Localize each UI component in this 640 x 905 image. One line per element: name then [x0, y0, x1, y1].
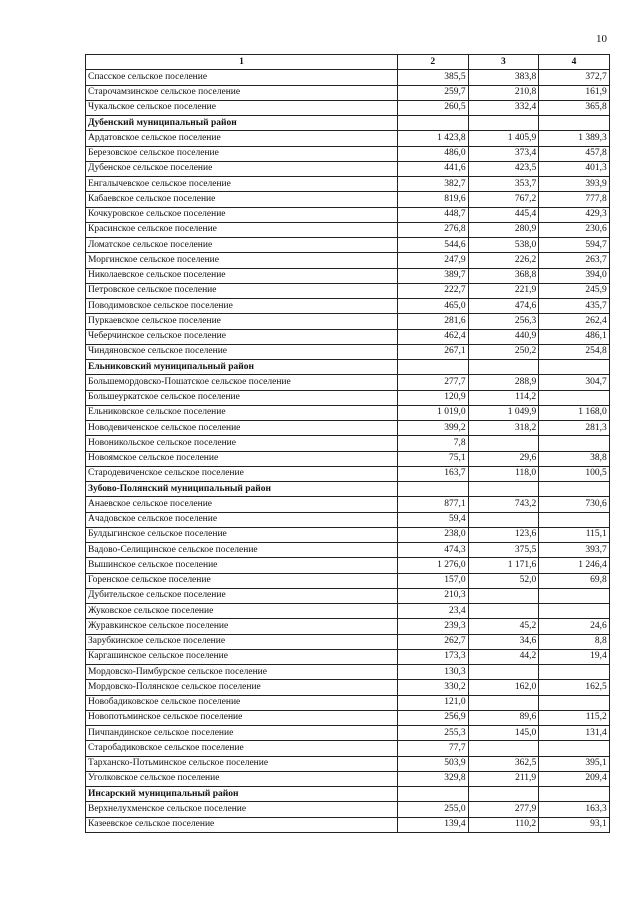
table-row	[86, 405, 610, 420]
value-cell-col4: 457,8	[539, 146, 610, 161]
table-header-row	[86, 55, 610, 70]
table-row	[86, 802, 610, 817]
table-row	[86, 527, 610, 542]
value-cell-col3: 114,2	[468, 390, 539, 405]
value-cell-col4: 730,6	[539, 497, 610, 512]
value-cell-col4: 1 389,3	[539, 131, 610, 146]
value-cell-col4: 245,9	[539, 283, 610, 298]
name-cell: Анаевское сельское поселение	[86, 497, 398, 512]
name-cell: Новопотьминское сельское поселение	[86, 710, 398, 725]
value-cell-col2: 262,7	[398, 634, 469, 649]
value-cell-col2: 255,3	[398, 726, 469, 741]
value-cell-col2: 173,3	[398, 649, 469, 664]
table-row	[86, 710, 610, 725]
value-cell-col4: 1 246,4	[539, 558, 610, 573]
value-cell-col4: 131,4	[539, 726, 610, 741]
value-cell-col4: 69,8	[539, 573, 610, 588]
value-cell-col3: 440,9	[468, 329, 539, 344]
table-row	[86, 558, 610, 573]
value-cell-col2: 256,9	[398, 710, 469, 725]
name-cell: Мордовско-Пимбурское сельское поселение	[86, 665, 398, 680]
name-cell: Николаевское сельское поселение	[86, 268, 398, 283]
value-cell-col3	[468, 116, 539, 131]
table-row	[86, 85, 610, 100]
value-cell-col4: 8,8	[539, 634, 610, 649]
column-header-3: 3	[468, 55, 539, 70]
name-cell: Дубенское сельское поселение	[86, 161, 398, 176]
value-cell-col3: 368,8	[468, 268, 539, 283]
value-cell-col3: 1 405,9	[468, 131, 539, 146]
name-cell: Журавкинское сельское поселение	[86, 619, 398, 634]
budget-table	[85, 54, 610, 833]
value-cell-col3: 256,3	[468, 314, 539, 329]
value-cell-col4: 372,7	[539, 70, 610, 85]
table-row	[86, 695, 610, 710]
value-cell-col2: 163,7	[398, 466, 469, 481]
value-cell-col2: 330,2	[398, 680, 469, 695]
table-row	[86, 741, 610, 756]
name-cell: Ачадовское сельское поселение	[86, 512, 398, 527]
value-cell-col2: 59,4	[398, 512, 469, 527]
value-cell-col3: 29,6	[468, 451, 539, 466]
value-cell-col3: 118,0	[468, 466, 539, 481]
value-cell-col4	[539, 482, 610, 497]
value-cell-col4: 163,3	[539, 802, 610, 817]
column-header-2: 2	[398, 55, 469, 70]
value-cell-col3	[468, 512, 539, 527]
value-cell-col4	[539, 695, 610, 710]
table-row	[86, 451, 610, 466]
value-cell-col3: 423,5	[468, 161, 539, 176]
value-cell-col4: 777,8	[539, 192, 610, 207]
value-cell-col2: 139,4	[398, 817, 469, 832]
table-row	[86, 207, 610, 222]
table-row	[86, 314, 610, 329]
name-cell: Красинское сельское поселение	[86, 222, 398, 237]
table-row	[86, 421, 610, 436]
table-row	[86, 634, 610, 649]
value-cell-col2: 255,0	[398, 802, 469, 817]
value-cell-col4: 262,4	[539, 314, 610, 329]
value-cell-col2: 121,0	[398, 695, 469, 710]
value-cell-col4	[539, 390, 610, 405]
value-cell-col4: 115,1	[539, 527, 610, 542]
name-cell: Дубительское сельское поселение	[86, 588, 398, 603]
value-cell-col4	[539, 787, 610, 802]
value-cell-col4: 393,9	[539, 177, 610, 192]
value-cell-col3: 1 049,9	[468, 405, 539, 420]
name-cell: Чеберчинское сельское поселение	[86, 329, 398, 344]
value-cell-col3: 362,5	[468, 756, 539, 771]
value-cell-col2: 130,3	[398, 665, 469, 680]
value-cell-col3: 123,6	[468, 527, 539, 542]
value-cell-col3	[468, 482, 539, 497]
table-row	[86, 573, 610, 588]
value-cell-col2: 210,3	[398, 588, 469, 603]
value-cell-col2: 7,8	[398, 436, 469, 451]
name-cell: Моргинское сельское поселение	[86, 253, 398, 268]
value-cell-col3	[468, 695, 539, 710]
name-cell: Старочамзинское сельское поселение	[86, 85, 398, 100]
value-cell-col2: 239,3	[398, 619, 469, 634]
value-cell-col2: 441,6	[398, 161, 469, 176]
value-cell-col3: 211,9	[468, 771, 539, 786]
name-cell: Вадово-Селищинское сельское поселение	[86, 543, 398, 558]
district-header-row	[86, 360, 610, 375]
value-cell-col4: 304,7	[539, 375, 610, 390]
value-cell-col4	[539, 436, 610, 451]
table-row	[86, 497, 610, 512]
value-cell-col3: 318,2	[468, 421, 539, 436]
value-cell-col4	[539, 360, 610, 375]
name-cell: Булдыгинское сельское поселение	[86, 527, 398, 542]
value-cell-col3	[468, 604, 539, 619]
value-cell-col2: 465,0	[398, 299, 469, 314]
value-cell-col2: 260,5	[398, 100, 469, 115]
name-cell: Енгалычевское сельское поселение	[86, 177, 398, 192]
table-row	[86, 512, 610, 527]
value-cell-col4: 19,4	[539, 649, 610, 664]
table-row	[86, 619, 610, 634]
value-cell-col2: 75,1	[398, 451, 469, 466]
value-cell-col4	[539, 116, 610, 131]
value-cell-col3: 353,7	[468, 177, 539, 192]
district-header-row	[86, 116, 610, 131]
name-cell: Каргашинское сельское поселение	[86, 649, 398, 664]
table-row	[86, 817, 610, 832]
page-number: 10	[596, 33, 607, 45]
value-cell-col4: 365,8	[539, 100, 610, 115]
value-cell-col2: 486,0	[398, 146, 469, 161]
name-cell: Кочкуровское сельское поселение	[86, 207, 398, 222]
name-cell: Пуркаевское сельское поселение	[86, 314, 398, 329]
value-cell-col2: 474,3	[398, 543, 469, 558]
value-cell-col2: 819,6	[398, 192, 469, 207]
name-cell: Новобадиковское сельское поселение	[86, 695, 398, 710]
name-cell: Чиндяновское сельское поселение	[86, 344, 398, 359]
value-cell-col3: 280,9	[468, 222, 539, 237]
name-cell: Новоникольское сельское поселение	[86, 436, 398, 451]
value-cell-col4: 100,5	[539, 466, 610, 481]
value-cell-col3	[468, 588, 539, 603]
name-cell: Поводимовское сельское поселение	[86, 299, 398, 314]
name-cell: Зубово-Полянский муниципальный район	[86, 482, 398, 497]
value-cell-col3: 52,0	[468, 573, 539, 588]
table-row	[86, 161, 610, 176]
name-cell: Жуковское сельское поселение	[86, 604, 398, 619]
table-row	[86, 222, 610, 237]
value-cell-col4: 162,5	[539, 680, 610, 695]
value-cell-col4: 393,7	[539, 543, 610, 558]
value-cell-col3: 375,5	[468, 543, 539, 558]
value-cell-col3	[468, 665, 539, 680]
value-cell-col4: 161,9	[539, 85, 610, 100]
table-row	[86, 680, 610, 695]
value-cell-col3: 277,9	[468, 802, 539, 817]
value-cell-col3: 743,2	[468, 497, 539, 512]
value-cell-col2: 385,5	[398, 70, 469, 85]
value-cell-col3: 145,0	[468, 726, 539, 741]
value-cell-col2: 462,4	[398, 329, 469, 344]
value-cell-col2: 389,7	[398, 268, 469, 283]
table-row	[86, 100, 610, 115]
value-cell-col2: 329,8	[398, 771, 469, 786]
value-cell-col2: 267,1	[398, 344, 469, 359]
value-cell-col2: 120,9	[398, 390, 469, 405]
name-cell: Верхнелухменское сельское поселение	[86, 802, 398, 817]
value-cell-col2	[398, 116, 469, 131]
value-cell-col2: 382,7	[398, 177, 469, 192]
value-cell-col3: 288,9	[468, 375, 539, 390]
table-row	[86, 466, 610, 481]
value-cell-col2: 77,7	[398, 741, 469, 756]
name-cell: Кабаевское сельское поселение	[86, 192, 398, 207]
name-cell: Тарханско-Потьминское сельское поселение	[86, 756, 398, 771]
name-cell: Большеуркатское сельское поселение	[86, 390, 398, 405]
name-cell: Пичпандинское сельское поселение	[86, 726, 398, 741]
table-row	[86, 436, 610, 451]
table-row	[86, 131, 610, 146]
table-row	[86, 604, 610, 619]
name-cell: Чукальское сельское поселение	[86, 100, 398, 115]
value-cell-col3: 89,6	[468, 710, 539, 725]
value-cell-col4: 38,8	[539, 451, 610, 466]
table-row	[86, 543, 610, 558]
name-cell: Петровское сельское поселение	[86, 283, 398, 298]
name-cell: Ломатское сельское поселение	[86, 238, 398, 253]
value-cell-col4: 115,2	[539, 710, 610, 725]
value-cell-col4	[539, 741, 610, 756]
value-cell-col2	[398, 360, 469, 375]
value-cell-col3: 538,0	[468, 238, 539, 253]
name-cell: Стародевиченское сельское поселение	[86, 466, 398, 481]
value-cell-col4: 1 168,0	[539, 405, 610, 420]
value-cell-col2	[398, 482, 469, 497]
district-header-row	[86, 787, 610, 802]
name-cell: Новоямское сельское поселение	[86, 451, 398, 466]
table-row	[86, 238, 610, 253]
value-cell-col4: 401,3	[539, 161, 610, 176]
column-header-4: 4	[539, 55, 610, 70]
table-row	[86, 177, 610, 192]
value-cell-col3	[468, 436, 539, 451]
value-cell-col4: 429,3	[539, 207, 610, 222]
value-cell-col4: 24,6	[539, 619, 610, 634]
value-cell-col2: 23,4	[398, 604, 469, 619]
value-cell-col4	[539, 604, 610, 619]
value-cell-col4: 281,3	[539, 421, 610, 436]
value-cell-col3: 445,4	[468, 207, 539, 222]
value-cell-col4	[539, 588, 610, 603]
value-cell-col3: 110,2	[468, 817, 539, 832]
value-cell-col4: 209,4	[539, 771, 610, 786]
value-cell-col2: 222,7	[398, 283, 469, 298]
table-row	[86, 756, 610, 771]
table-row	[86, 344, 610, 359]
district-header-row	[86, 482, 610, 497]
value-cell-col2: 503,9	[398, 756, 469, 771]
name-cell: Старобадиковское сельское поселение	[86, 741, 398, 756]
value-cell-col2: 276,8	[398, 222, 469, 237]
value-cell-col2: 157,0	[398, 573, 469, 588]
table-row	[86, 375, 610, 390]
value-cell-col3: 210,8	[468, 85, 539, 100]
table-row	[86, 726, 610, 741]
value-cell-col4: 230,6	[539, 222, 610, 237]
name-cell: Ельниковский муниципальный район	[86, 360, 398, 375]
value-cell-col2: 1 019,0	[398, 405, 469, 420]
name-cell: Казеевское сельское поселение	[86, 817, 398, 832]
name-cell: Мордовско-Полянское сельское поселение	[86, 680, 398, 695]
name-cell: Уголковское сельское поселение	[86, 771, 398, 786]
table-row	[86, 588, 610, 603]
value-cell-col2: 247,9	[398, 253, 469, 268]
value-cell-col3: 44,2	[468, 649, 539, 664]
value-cell-col3: 162,0	[468, 680, 539, 695]
value-cell-col2: 238,0	[398, 527, 469, 542]
value-cell-col4: 395,1	[539, 756, 610, 771]
value-cell-col4: 594,7	[539, 238, 610, 253]
name-cell: Инсарский муниципальный район	[86, 787, 398, 802]
value-cell-col2: 544,6	[398, 238, 469, 253]
name-cell: Большемордовско-Пошатское сельское поселение	[86, 375, 398, 390]
value-cell-col3: 45,2	[468, 619, 539, 634]
value-cell-col4: 394,0	[539, 268, 610, 283]
value-cell-col4: 93,1	[539, 817, 610, 832]
value-cell-col3: 250,2	[468, 344, 539, 359]
value-cell-col3: 221,9	[468, 283, 539, 298]
value-cell-col4: 435,7	[539, 299, 610, 314]
value-cell-col2: 1 276,0	[398, 558, 469, 573]
value-cell-col4: 263,7	[539, 253, 610, 268]
value-cell-col3: 767,2	[468, 192, 539, 207]
column-header-1: 1	[86, 55, 398, 70]
name-cell: Спасское сельское поселение	[86, 70, 398, 85]
table-row	[86, 283, 610, 298]
value-cell-col2: 448,7	[398, 207, 469, 222]
value-cell-col2: 277,7	[398, 375, 469, 390]
name-cell: Ельниковское сельское поселение	[86, 405, 398, 420]
table-row	[86, 665, 610, 680]
value-cell-col3: 373,4	[468, 146, 539, 161]
value-cell-col3	[468, 741, 539, 756]
value-cell-col3: 34,6	[468, 634, 539, 649]
value-cell-col3: 1 171,6	[468, 558, 539, 573]
value-cell-col2: 281,6	[398, 314, 469, 329]
table-row	[86, 329, 610, 344]
value-cell-col3: 474,6	[468, 299, 539, 314]
value-cell-col2: 877,1	[398, 497, 469, 512]
value-cell-col3	[468, 787, 539, 802]
value-cell-col2	[398, 787, 469, 802]
value-cell-col3	[468, 360, 539, 375]
name-cell: Вышинское сельское поселение	[86, 558, 398, 573]
value-cell-col2: 1 423,8	[398, 131, 469, 146]
value-cell-col2: 399,2	[398, 421, 469, 436]
name-cell: Березовское сельское поселение	[86, 146, 398, 161]
value-cell-col3: 226,2	[468, 253, 539, 268]
table-row	[86, 70, 610, 85]
value-cell-col4	[539, 665, 610, 680]
table-row	[86, 192, 610, 207]
name-cell: Ардатовское сельское поселение	[86, 131, 398, 146]
table-row	[86, 390, 610, 405]
name-cell: Зарубкинское сельское поселение	[86, 634, 398, 649]
table-row	[86, 146, 610, 161]
name-cell: Горенское сельское поселение	[86, 573, 398, 588]
table-row	[86, 268, 610, 283]
value-cell-col4: 486,1	[539, 329, 610, 344]
table-row	[86, 771, 610, 786]
value-cell-col3: 332,4	[468, 100, 539, 115]
value-cell-col4: 254,8	[539, 344, 610, 359]
table-row	[86, 299, 610, 314]
table-row	[86, 649, 610, 664]
value-cell-col3: 383,8	[468, 70, 539, 85]
value-cell-col2: 259,7	[398, 85, 469, 100]
name-cell: Дубенский муниципальный район	[86, 116, 398, 131]
name-cell: Новодевиченское сельское поселение	[86, 421, 398, 436]
value-cell-col4	[539, 512, 610, 527]
table-row	[86, 253, 610, 268]
